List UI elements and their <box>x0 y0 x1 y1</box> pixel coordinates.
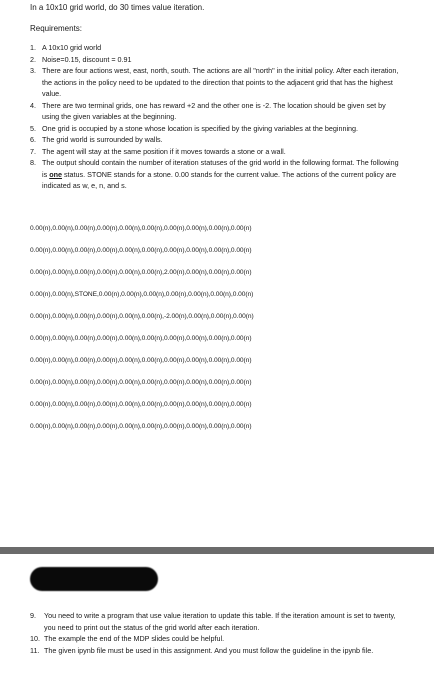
requirement-text: The given ipynb file must be used in this assignment. And you must follow the guideline in the ipynb file. <box>44 645 374 655</box>
requirement-text: The example the end of the MDP slides could be helpful. <box>44 634 225 643</box>
grid-row: 0.00(n),0.00(n),0.00(n),0.00(n),0.00(n),0.00(n),0.00(n),0.00(n),0.00(n),0.00(n) <box>30 247 252 254</box>
grid-row: 0.00(n),0.00(n),0.00(n),0.00(n),0.00(n),0.00(n),0.00(n),0.00(n),0.00(n),0.00(n) <box>30 357 252 364</box>
requirement-item <box>30 42 402 54</box>
grid-row: 0.00(n),0.00(n),STONE,0.00(n),0.00(n),0.00(n),0.00(n),0.00(n),0.00(n),0.00(n) <box>30 291 254 298</box>
requirement-text: The grid world is surrounded by walls. <box>42 135 163 144</box>
requirements-list-continued <box>30 610 402 656</box>
requirement-item <box>30 123 402 135</box>
requirement-item <box>30 633 402 645</box>
requirement-number: 3. <box>30 66 36 75</box>
grid-row: 0.00(n),0.00(n),0.00(n),0.00(n),0.00(n),0.00(n),0.00(n),0.00(n),0.00(n),0.00(n) <box>30 225 252 232</box>
requirement-text: You need to write a program that use value iteration to update this table. If the iteration amount is set to twenty, you need to print out the status of the grid world after each iteration. <box>44 611 396 632</box>
requirement-item <box>30 65 402 100</box>
requirement-item <box>30 146 402 158</box>
requirement-number: 7. <box>30 146 36 156</box>
requirement-number: 11. <box>30 645 40 655</box>
requirement-number: 2. <box>30 54 36 64</box>
requirements-list <box>30 42 402 192</box>
grid-row: 0.00(n),0.00(n),0.00(n),0.00(n),0.00(n),0.00(n),-2.00(n),0.00(n),0.00(n),0.00(n) <box>30 313 254 320</box>
requirement-number: 8. <box>30 158 36 167</box>
requirement-item <box>30 100 402 123</box>
requirement-item <box>30 645 402 657</box>
grid-row: 0.00(n),0.00(n),0.00(n),0.00(n),0.00(n),0.00(n),0.00(n),0.00(n),0.00(n),0.00(n) <box>30 401 252 408</box>
emphasized-word: one <box>49 169 62 179</box>
requirement-item <box>30 610 402 633</box>
requirement-text: There are four actions west, east, north, south. The actions are all "north" in the initial policy. After each iteration, the actions in the policy need to be updated to the direction that points to the adjacent grid that has the highest value. <box>42 66 399 98</box>
requirement-item <box>30 157 402 192</box>
assignment-title: In a 10x10 grid world, do 30 times value iteration. <box>30 3 205 12</box>
requirement-number: 4. <box>30 100 36 110</box>
grid-row: 0.00(n),0.00(n),0.00(n),0.00(n),0.00(n),0.00(n),0.00(n),0.00(n),0.00(n),0.00(n) <box>30 379 252 386</box>
grid-row: 0.00(n),0.00(n),0.00(n),0.00(n),0.00(n),0.00(n),0.00(n),0.00(n),0.00(n),0.00(n) <box>30 423 252 430</box>
requirement-number: 1. <box>30 43 36 52</box>
requirement-number: 9. <box>30 611 36 620</box>
requirement-text: A 10x10 grid world <box>42 43 102 52</box>
requirement-number: 6. <box>30 135 36 144</box>
grid-row: 0.00(n),0.00(n),0.00(n),0.00(n),0.00(n),0.00(n),0.00(n),0.00(n),0.00(n),0.00(n) <box>30 335 252 342</box>
requirement-item <box>30 54 402 66</box>
requirement-text: The agent will stay at the same position if it moves towards a stone or a wall. <box>42 146 286 156</box>
requirement-text-part: status. STONE stands for a stone. 0.00 stands for the current value. The actions of the current policy are indicated as w, e, n, and s. <box>42 169 397 190</box>
requirement-text-part: The output should contain the number of iteration statuses of the grid world in the following format. The following is <box>42 158 399 179</box>
requirement-text: Noise=0.15, discount = 0.91 <box>42 54 132 64</box>
requirement-text: One grid is occupied by a stone whose location is specified by the giving variables at the beginning. <box>42 123 359 133</box>
requirement-number: 10. <box>30 634 40 643</box>
grid-row: 0.00(n),0.00(n),0.00(n),0.00(n),0.00(n),0.00(n),2.00(n),0.00(n),0.00(n),0.00(n) <box>30 269 252 276</box>
grid-status-example <box>30 224 410 444</box>
requirement-item <box>30 134 402 146</box>
requirement-number: 5. <box>30 123 36 133</box>
requirement-text: There are two terminal grids, one has reward +2 and the other one is -2. The location should be given set by using the given variables at the beginning. <box>42 100 386 121</box>
requirements-heading: Requirements: <box>30 24 83 33</box>
page-divider <box>0 547 434 554</box>
redaction-mark <box>30 567 158 591</box>
